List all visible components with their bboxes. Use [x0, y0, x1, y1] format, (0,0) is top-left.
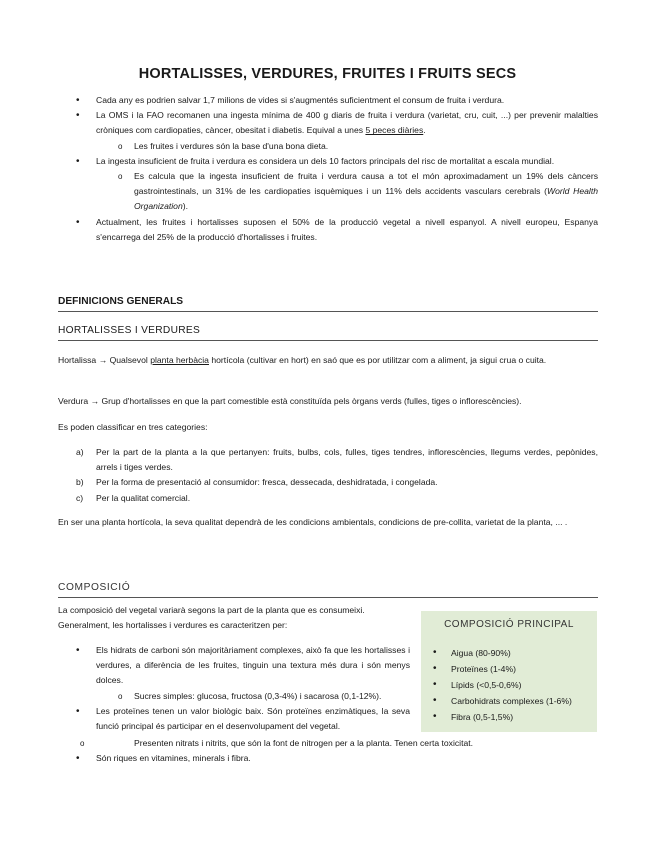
composicio-sub-list-2: [58, 736, 598, 751]
intro-bullet-4-text: Actualment, les fruites i hortalisses suposen el 50% de la producció vegetal a nivell espanyol. A nivell europeu, Espanya s'encarrega del 25% de la producció d'hortalisses i fruites.: [96, 216, 598, 242]
intro-sub-bullet-3: [96, 169, 598, 215]
category-marker: b): [76, 477, 84, 488]
composicio-principal-item: • Fibra (0,5-1,5%): [421, 709, 597, 725]
hortalissa-text: Hortalissa → Qualsevol: [58, 355, 151, 365]
hortalissa-definition: [58, 353, 598, 368]
hortalisses-heading-block: [58, 325, 598, 341]
verdura-text: Verdura → Grup d'hortalisses en que la part comestible està constituïda pels òrgans verds (fulles, tiges o inflorescències).: [58, 396, 522, 406]
composicio-bullets-b: [58, 736, 598, 766]
hortalissa-underlined: planta herbàcia: [150, 355, 209, 365]
composicio-principal-box: [421, 611, 597, 732]
classify-intro-text: Es poden classificar en tres categories:: [58, 422, 208, 432]
category-item: [58, 491, 598, 506]
category-text: Per la qualitat comercial.: [96, 492, 191, 503]
category-text: Per la part de la planta a la que pertanyen: fruits, bulbs, cols, fulles, tiges tendres, inflorescències, llegums verdes, pepònides, arrels i tiges verdes.: [96, 447, 598, 473]
intro-sub-bullet-3-text: Es calcula que la ingesta insuficient de fruita i verdura causa a tot el món aproximadament un 19% dels càncers gastrointestinals, un 31% de les cardiopaties isquèmiques i un 11% dels accidents vasculars cerebrals (: [134, 171, 598, 197]
composicio-principal-item: • Lípids (<0,5-0,6%): [421, 677, 597, 693]
page-title: HORTALISSES, VERDURES, FRUITES I FRUITS SECS: [138, 66, 517, 82]
composicio-principal-list: [421, 645, 597, 725]
hortalissa-text-end: hortícola (cultivar en hort) en saó que es por utilitzar com a aliment, ja sigui crua o cuita.: [208, 355, 547, 365]
composicio-principal-item: • Aigua (80-90%): [421, 645, 597, 661]
composicio-sub-bullet-1: [96, 689, 410, 704]
composicio-intro-block: [58, 603, 398, 633]
composicio-principal-item: • Proteïnes (1-4%): [421, 661, 597, 677]
intro-sub-bullet-3-italic: World Health Organization: [134, 186, 598, 212]
intro-bullet-list: [58, 93, 598, 245]
categories-block: [58, 445, 598, 506]
hortalisses-heading: HORTALISSES I VERDURES: [58, 325, 598, 341]
composicio-bullet-2: [58, 704, 410, 734]
category-item: [58, 475, 598, 490]
definicions-heading-block: [58, 296, 598, 312]
intro-bullet-2-text: La OMS i la FAO recomanen una ingesta mínima de 400 g diaris de fruita i verdura (varietat, cru, cuit, ...) per prevenir malalties cròniques com cardiopaties, càncer, obesitat i diabetis. Equival a unes: [96, 110, 598, 136]
composicio-principal-title: COMPOSICIÓ PRINCIPAL: [444, 619, 574, 630]
category-item: [58, 445, 598, 475]
composicio-intro: La composició del vegetal variarà segons la part de la planta que es consumeixi. Generalment, les hortalisses i verdures es caracteritzen per:: [58, 605, 365, 630]
composicio-bullet-1-text: Els hidrats de carboni són majoritàriament complexes, això fa que les hortalisses i verdures, a diferència de les fruites, tinguin una textura més dura i són menys dolces.: [96, 645, 410, 686]
classify-intro: [58, 420, 598, 435]
intro-bullet-2-underlined: 5 peces diàries: [365, 125, 424, 136]
intro-bullet-3: [58, 154, 598, 215]
composicio-rule: [58, 597, 598, 598]
closing-text: En ser una planta hortícola, la seva qualitat dependrà de les condicions ambientals, condicions de pre-collita, varietat de la planta, ... .: [58, 517, 568, 527]
categories-list: [58, 445, 598, 506]
category-text: Per la forma de presentació al consumidor: fresca, dessecada, deshidratada, i congelada.: [96, 477, 438, 488]
intro-section: [58, 93, 598, 245]
composicio-bullet-1: [58, 643, 410, 704]
composicio-sub-list-1: [96, 689, 410, 704]
verdura-definition: [58, 394, 598, 409]
composicio-bullet-3-text: Són riques en vitamines, minerals i fibra.: [96, 753, 251, 764]
composicio-sub-bullet-2: [58, 736, 598, 751]
composicio-bullets-a: [58, 643, 410, 734]
intro-bullet-1: [58, 93, 598, 108]
intro-bullet-2-end: .: [423, 125, 426, 136]
composicio-sub-bullet-2-text: Presenten nitrats i nitrits, que són la font de nitrogen per a la planta. Tenen certa toxicitat.: [134, 738, 474, 748]
intro-bullet-1-text: Cada any es podrien salvar 1,7 milions de vides si s'augmentés suficientment el consum de fruita i verdura.: [96, 95, 505, 105]
intro-sub-bullet-2-text: Les fruites i verdures són la base d'una bona dieta.: [134, 140, 329, 151]
definicions-heading: DEFINICIONS GENERALS: [58, 296, 598, 312]
composicio-sub-bullet-1-text: Sucres simples: glucosa, fructosa (0,3-4%) i sacarosa (0,1-12%).: [134, 690, 382, 701]
composicio-heading: COMPOSICIÓ: [58, 582, 131, 593]
intro-bullet-2: [58, 108, 598, 154]
composicio-bullet-3: [58, 751, 598, 766]
intro-sub-list-2: [96, 139, 598, 154]
composicio-bullet-2-text: Les proteïnes tenen un valor biològic baix. Són proteïnes enzimàtiques, la seva funció principal és participar en el desenvolupament del vegetal.: [96, 705, 410, 732]
intro-sub-bullet-2: [96, 139, 598, 154]
intro-bullet-4: [58, 215, 598, 245]
category-marker: c): [76, 492, 84, 503]
intro-sub-bullet-3-end: ).: [182, 201, 188, 212]
closing-paragraph: [58, 515, 598, 530]
intro-sub-list-3: [96, 169, 598, 215]
composicio-bullet-list-b: [58, 751, 598, 766]
composicio-heading-block: [58, 582, 598, 598]
intro-bullet-3-text: La ingesta insuficient de fruita i verdura es considera un dels 10 factors principals del risc de mortalitat a escala mundial.: [96, 155, 555, 166]
composicio-bullet-list-a: [58, 643, 410, 734]
composicio-principal-item: • Carbohidrats complexes (1-6%): [421, 693, 597, 709]
category-marker: a): [76, 447, 84, 457]
